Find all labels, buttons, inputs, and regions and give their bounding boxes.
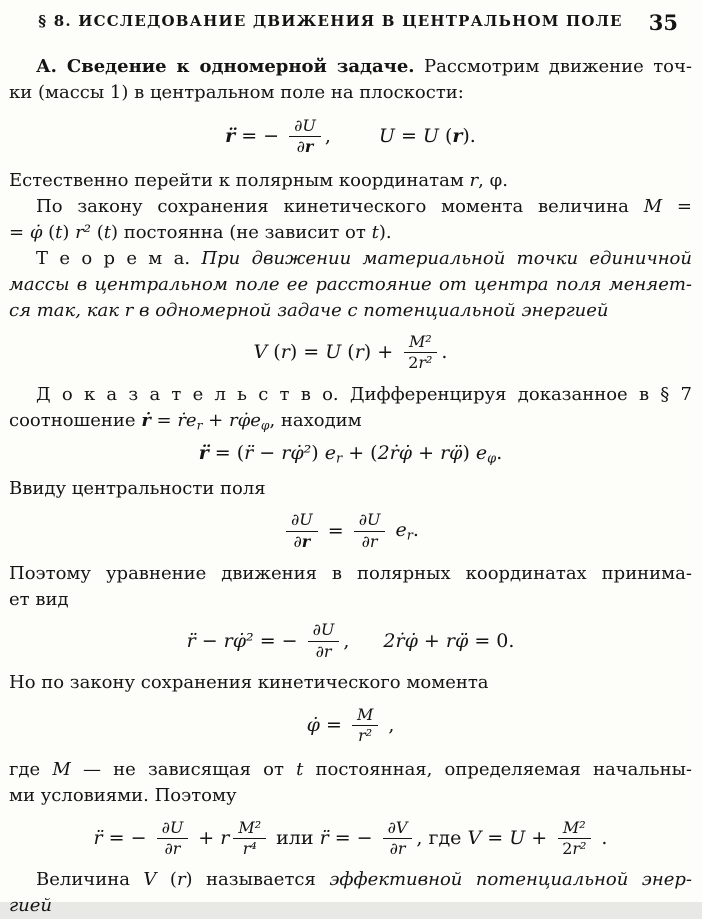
paragraph-effective-energy bbox=[9, 867, 692, 919]
text-line: Т е о р е м а. При движении материальной точки единичной bbox=[36, 247, 692, 269]
fraction-M-r2: $\frac{M}{\text{r²}}$ bbox=[352, 706, 378, 746]
text-line: Д о к а з а т е л ь с т в о. Дифференцируя доказанное в § 7 bbox=[36, 384, 692, 406]
text-line: По закону сохранения кинетического момента величина M = bbox=[36, 195, 692, 217]
paragraph-constant-M bbox=[9, 757, 692, 809]
paragraph-conservation bbox=[9, 670, 692, 696]
text-line: ки (массы 1) в центральном поле на плоскости: bbox=[9, 82, 464, 103]
text-line: ся так, как r в одномерной задаче с потенциальной энергией bbox=[9, 299, 609, 321]
fraction-dU-dr: $\frac{\partial U}{\partial r}$ bbox=[308, 621, 340, 661]
formula-text: или r̈ = − bbox=[270, 826, 379, 849]
text-line: А. Сведение к одномерной задаче. Рассмотрим движение точ- bbox=[36, 56, 692, 77]
section-heading: § 8. ИССЛЕДОВАНИЕ ДВИЖЕНИЯ В ЦЕНТРАЛЬНОМ ПОЛЕ bbox=[38, 12, 623, 30]
formula-text: r̈ = − bbox=[93, 826, 153, 849]
fraction-M2-2r2: $\frac{\text{M²}}{\text{2r²}}$ bbox=[403, 333, 437, 373]
fraction-M2-2r2: $\frac{\text{M²}}{\text{2r²}}$ bbox=[557, 819, 591, 859]
formula-text: , bbox=[324, 125, 331, 148]
equation-of-motion bbox=[9, 117, 692, 157]
formula-text: er. bbox=[389, 518, 419, 544]
fraction-dV-dr: $\frac{\partial V}{\partial r}$ bbox=[383, 819, 413, 859]
paragraph-theorem bbox=[9, 246, 692, 324]
text-line: где M — не зависящая от t постоянная, определяемая начальны- bbox=[9, 758, 693, 780]
formula-text: U = U (r). bbox=[378, 125, 476, 148]
paragraph-reduction-intro bbox=[9, 54, 692, 106]
text-line: Естественно перейти к полярным координатам r, φ. bbox=[9, 169, 508, 191]
text-line: ми условиями. Поэтому bbox=[9, 784, 237, 806]
paragraph-central-field bbox=[9, 476, 692, 502]
equation-polar-motion bbox=[9, 621, 692, 661]
text-line: = φ̇ (t) r² (t) постоянна (не зависит от t). bbox=[9, 221, 392, 243]
paragraph-proof bbox=[9, 382, 692, 434]
paragraph-polar-coordinates bbox=[9, 168, 692, 246]
equation-phi-dot bbox=[9, 706, 692, 746]
page-number: 35 bbox=[648, 10, 678, 35]
formula-text: V (r) = U (r) + bbox=[253, 341, 400, 364]
fraction-dU-drvec: $\frac{\partial U}{\partial r}$ bbox=[286, 511, 318, 551]
text-line-clipped: гией bbox=[9, 895, 52, 917]
formula-text: . bbox=[595, 826, 608, 849]
formula-text: , где V = U + bbox=[416, 826, 554, 849]
formula-text: . bbox=[441, 341, 448, 364]
text-line: Но по закону сохранения кинетического момента bbox=[9, 671, 489, 693]
fraction-M2-r4: $\frac{\text{M²}}{\text{r⁴}}$ bbox=[233, 819, 266, 859]
formula-text: , bbox=[382, 714, 395, 737]
text-line: массы в центральном поле ее расстояние от центра поля меняет- bbox=[9, 273, 692, 295]
paragraph-equation-polar bbox=[9, 561, 692, 613]
fraction-dU-dr: $\frac{\partial U}{\partial r}$ bbox=[354, 511, 386, 551]
formula-text: r̈ = − bbox=[225, 125, 286, 148]
formula-text: φ̇ = bbox=[306, 714, 348, 737]
formula-text: r̈ − rφ̇² = − bbox=[186, 629, 304, 652]
running-head bbox=[9, 12, 692, 38]
formula-text: , bbox=[343, 629, 350, 652]
equation-acceleration-components bbox=[9, 442, 692, 467]
formula-text: = bbox=[321, 519, 350, 542]
equation-effective-potential bbox=[9, 333, 692, 373]
text-line: ет вид bbox=[9, 589, 69, 611]
text-line: Величина V (r) называется эффективной потенциальной энер- bbox=[36, 869, 692, 891]
text-line: Ввиду центральности поля bbox=[9, 478, 266, 500]
text-line: соотношение ṙ = ṙer + rφ̇eφ, находим bbox=[9, 410, 362, 433]
equation-gradient-radial bbox=[9, 511, 692, 551]
formula-text: 2ṙφ̇ + rφ̈ = 0. bbox=[383, 629, 515, 652]
formula-text: + r bbox=[192, 826, 230, 849]
fraction-dU-dr: $\frac{\partial U}{\partial r}$ bbox=[289, 117, 321, 157]
equation-radial-final bbox=[9, 819, 692, 859]
fraction-dU-dr: $\frac{\partial U}{\partial r}$ bbox=[157, 819, 189, 859]
formula-text: r̈ = (r̈ − rφ̇²) er + (2ṙφ̇ + rφ̈) eφ. bbox=[198, 442, 503, 467]
text-line: Поэтому уравнение движения в полярных координатах принима- bbox=[9, 563, 692, 585]
